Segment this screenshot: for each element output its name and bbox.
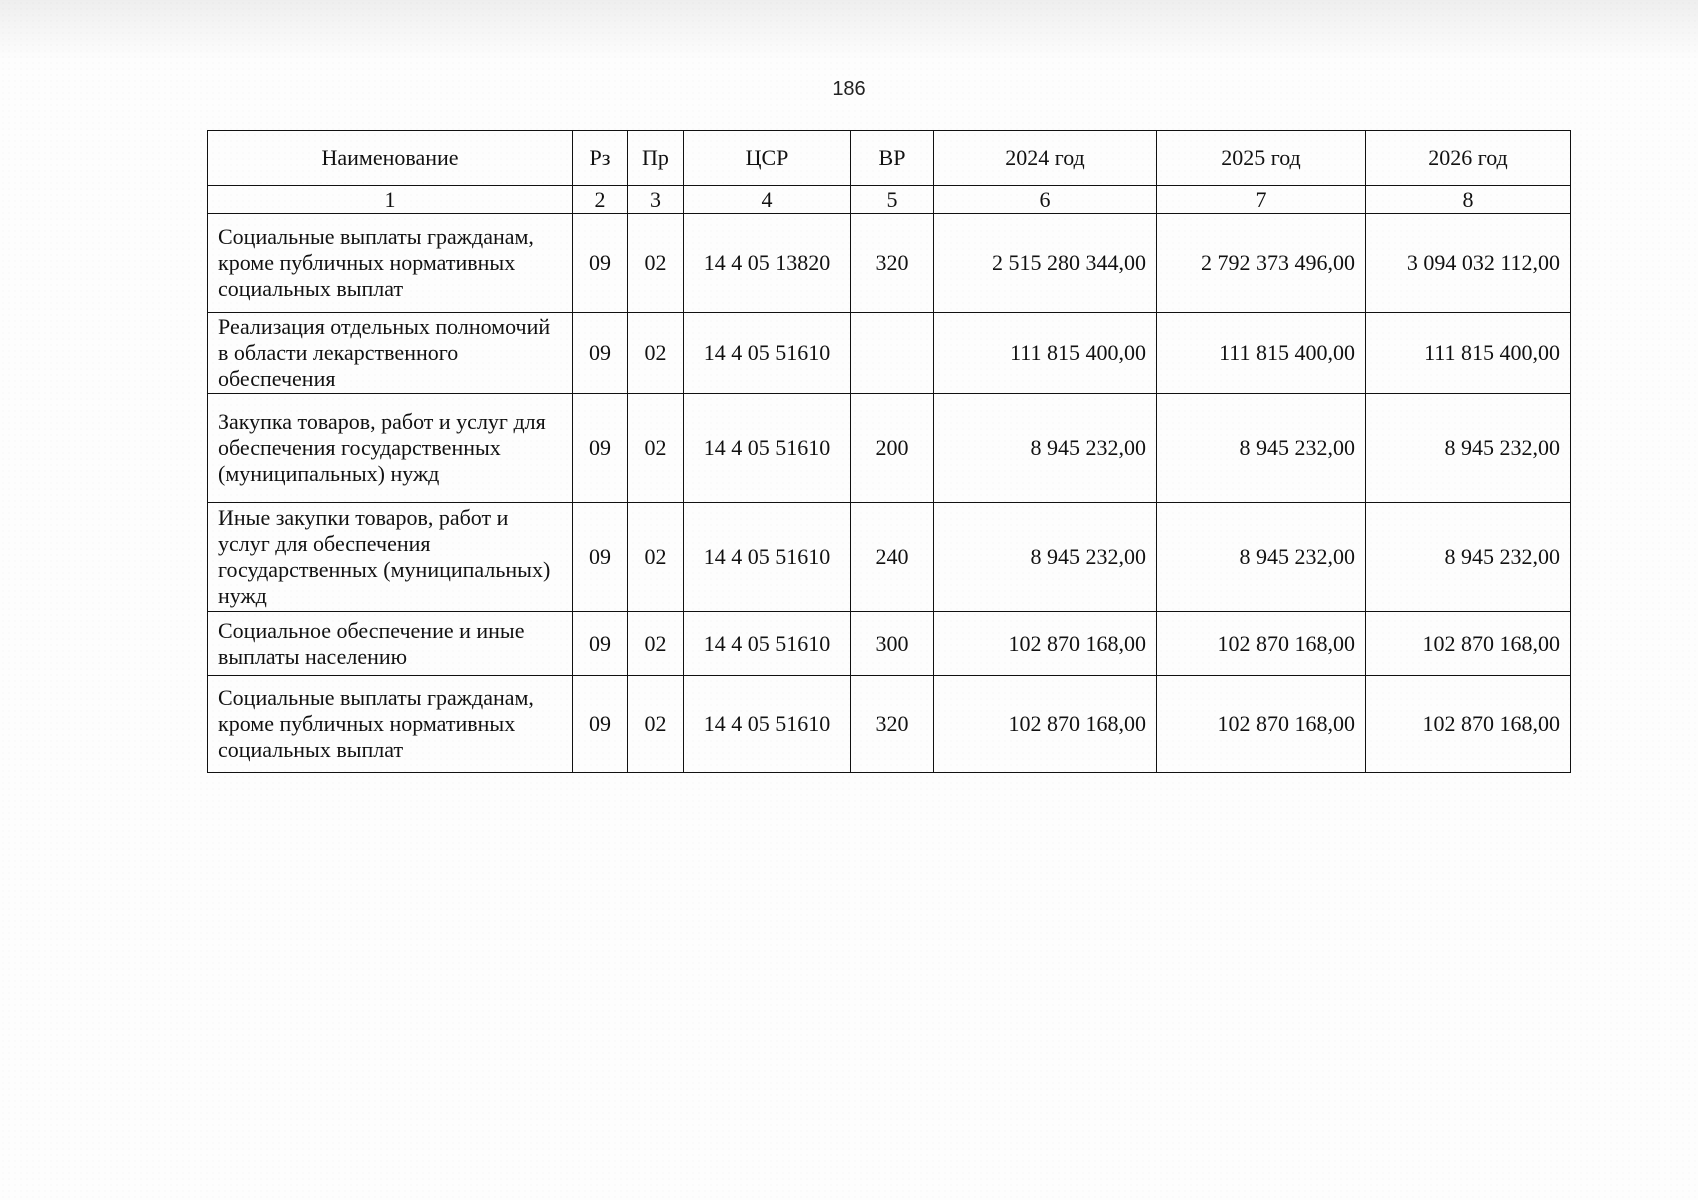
row-csr: 14 4 05 13820 — [684, 214, 851, 313]
row-2025: 8 945 232,00 — [1157, 394, 1366, 503]
row-pr: 02 — [628, 676, 684, 773]
row-csr: 14 4 05 51610 — [684, 313, 851, 394]
column-number: 3 — [628, 186, 684, 214]
header-2024: 2024 год — [934, 131, 1157, 186]
row-name: Закупка товаров, работ и услуг для обеспечения государственных (муниципальных) нужд — [208, 394, 573, 503]
row-csr: 14 4 05 51610 — [684, 676, 851, 773]
row-rz: 09 — [573, 394, 628, 503]
column-number: 2 — [573, 186, 628, 214]
table-row — [208, 612, 1571, 676]
row-2025: 111 815 400,00 — [1157, 313, 1366, 394]
row-pr: 02 — [628, 503, 684, 612]
page-number: 186 — [832, 78, 866, 100]
row-name: Социальное обеспечение и иные выплаты населению — [208, 612, 573, 676]
column-number: 7 — [1157, 186, 1366, 214]
row-pr: 02 — [628, 612, 684, 676]
row-name: Реализация отдельных полномочий в области лекарственного обеспечения — [208, 313, 573, 394]
column-number: 5 — [851, 186, 934, 214]
table-row — [208, 394, 1571, 503]
row-2024: 8 945 232,00 — [934, 503, 1157, 612]
table-row — [208, 214, 1571, 313]
table-header-row — [208, 131, 1571, 186]
row-2026: 102 870 168,00 — [1366, 612, 1571, 676]
row-vr: 320 — [851, 676, 934, 773]
scan-artifact-strip — [0, 0, 1698, 60]
row-rz: 09 — [573, 214, 628, 313]
row-pr: 02 — [628, 214, 684, 313]
row-2026: 3 094 032 112,00 — [1366, 214, 1571, 313]
row-csr: 14 4 05 51610 — [684, 394, 851, 503]
budget-table — [207, 130, 1571, 773]
row-name: Социальные выплаты гражданам, кроме публичных нормативных социальных выплат — [208, 214, 573, 313]
row-2024: 8 945 232,00 — [934, 394, 1157, 503]
row-2026: 8 945 232,00 — [1366, 503, 1571, 612]
header-pr: Пр — [628, 131, 684, 186]
row-2026: 102 870 168,00 — [1366, 676, 1571, 773]
header-name: Наименование — [208, 131, 573, 186]
row-csr: 14 4 05 51610 — [684, 612, 851, 676]
table-row — [208, 676, 1571, 773]
row-vr: 200 — [851, 394, 934, 503]
row-2024: 102 870 168,00 — [934, 612, 1157, 676]
row-rz: 09 — [573, 503, 628, 612]
row-vr: 320 — [851, 214, 934, 313]
table-row — [208, 503, 1571, 612]
column-number: 1 — [208, 186, 573, 214]
column-number: 6 — [934, 186, 1157, 214]
row-vr: 300 — [851, 612, 934, 676]
header-csr: ЦСР — [684, 131, 851, 186]
header-2025: 2025 год — [1157, 131, 1366, 186]
row-2025: 102 870 168,00 — [1157, 676, 1366, 773]
column-number: 4 — [684, 186, 851, 214]
column-number-row — [208, 186, 1571, 214]
row-2025: 102 870 168,00 — [1157, 612, 1366, 676]
row-csr: 14 4 05 51610 — [684, 503, 851, 612]
row-name: Социальные выплаты гражданам, кроме публичных нормативных социальных выплат — [208, 676, 573, 773]
row-rz: 09 — [573, 612, 628, 676]
header-2026: 2026 год — [1366, 131, 1571, 186]
row-vr — [851, 313, 934, 394]
row-2026: 8 945 232,00 — [1366, 394, 1571, 503]
row-2026: 111 815 400,00 — [1366, 313, 1571, 394]
row-2024: 111 815 400,00 — [934, 313, 1157, 394]
row-2025: 8 945 232,00 — [1157, 503, 1366, 612]
row-2025: 2 792 373 496,00 — [1157, 214, 1366, 313]
row-rz: 09 — [573, 313, 628, 394]
row-pr: 02 — [628, 313, 684, 394]
row-name: Иные закупки товаров, работ и услуг для обеспечения государственных (муниципальных) нужд — [208, 503, 573, 612]
row-pr: 02 — [628, 394, 684, 503]
row-2024: 2 515 280 344,00 — [934, 214, 1157, 313]
column-number: 8 — [1366, 186, 1571, 214]
row-rz: 09 — [573, 676, 628, 773]
row-2024: 102 870 168,00 — [934, 676, 1157, 773]
table-row — [208, 313, 1571, 394]
header-vr: ВР — [851, 131, 934, 186]
header-rz: Рз — [573, 131, 628, 186]
row-vr: 240 — [851, 503, 934, 612]
